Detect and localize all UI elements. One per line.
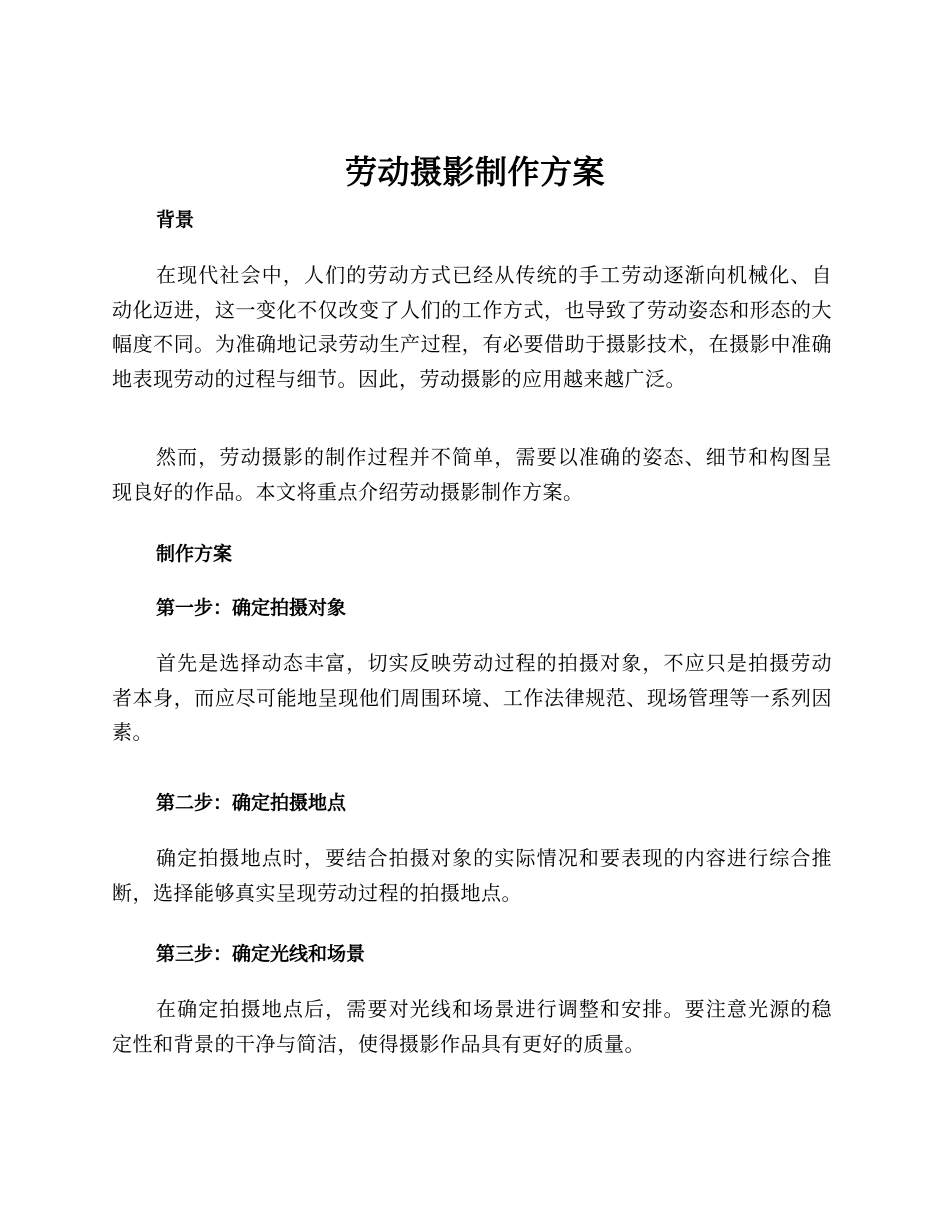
section-heading-background: 背景 [156, 209, 195, 231]
section-heading-step-2: 第二步：确定拍摄地点 [156, 792, 347, 814]
section-heading-step-3: 第三步：确定光线和场景 [156, 943, 366, 965]
paragraph-step-1: 首先是选择动态丰富，切实反映劳动过程的拍摄对象，不应只是拍摄劳动者本身，而应尽可能地呈现他们周围环境、工作法律规范、现场管理等一系列因素。 [112, 651, 832, 744]
document-title: 劳动摄影制作方案 [344, 153, 605, 191]
section-heading-step-1: 第一步：确定拍摄对象 [156, 597, 347, 619]
paragraph-background-2: 然而，劳动摄影的制作过程并不简单，需要以准确的姿态、细节和构图呈现良好的作品。本文将重点介绍劳动摄影制作方案。 [112, 445, 832, 504]
paragraph-step-3: 在确定拍摄地点后，需要对光线和场景进行调整和安排。要注意光源的稳定性和背景的干净与简洁，使得摄影作品具有更好的质量。 [112, 997, 832, 1056]
paragraph-background-1: 在现代社会中，人们的劳动方式已经从传统的手工劳动逐渐向机械化、自动化迈进，这一变化不仅改变了人们的工作方式，也导致了劳动姿态和形态的大幅度不同。为准确地记录劳动生产过程，有必要借助于摄影技术，在摄影中准确地表现劳动的过程与细节。因此，劳动摄影的应用越来越广泛。 [112, 263, 832, 391]
paragraph-step-2: 确定拍摄地点时，要结合拍摄对象的实际情况和要表现的内容进行综合推断，选择能够真实呈现劳动过程的拍摄地点。 [112, 846, 832, 905]
section-heading-plan: 制作方案 [156, 543, 233, 565]
